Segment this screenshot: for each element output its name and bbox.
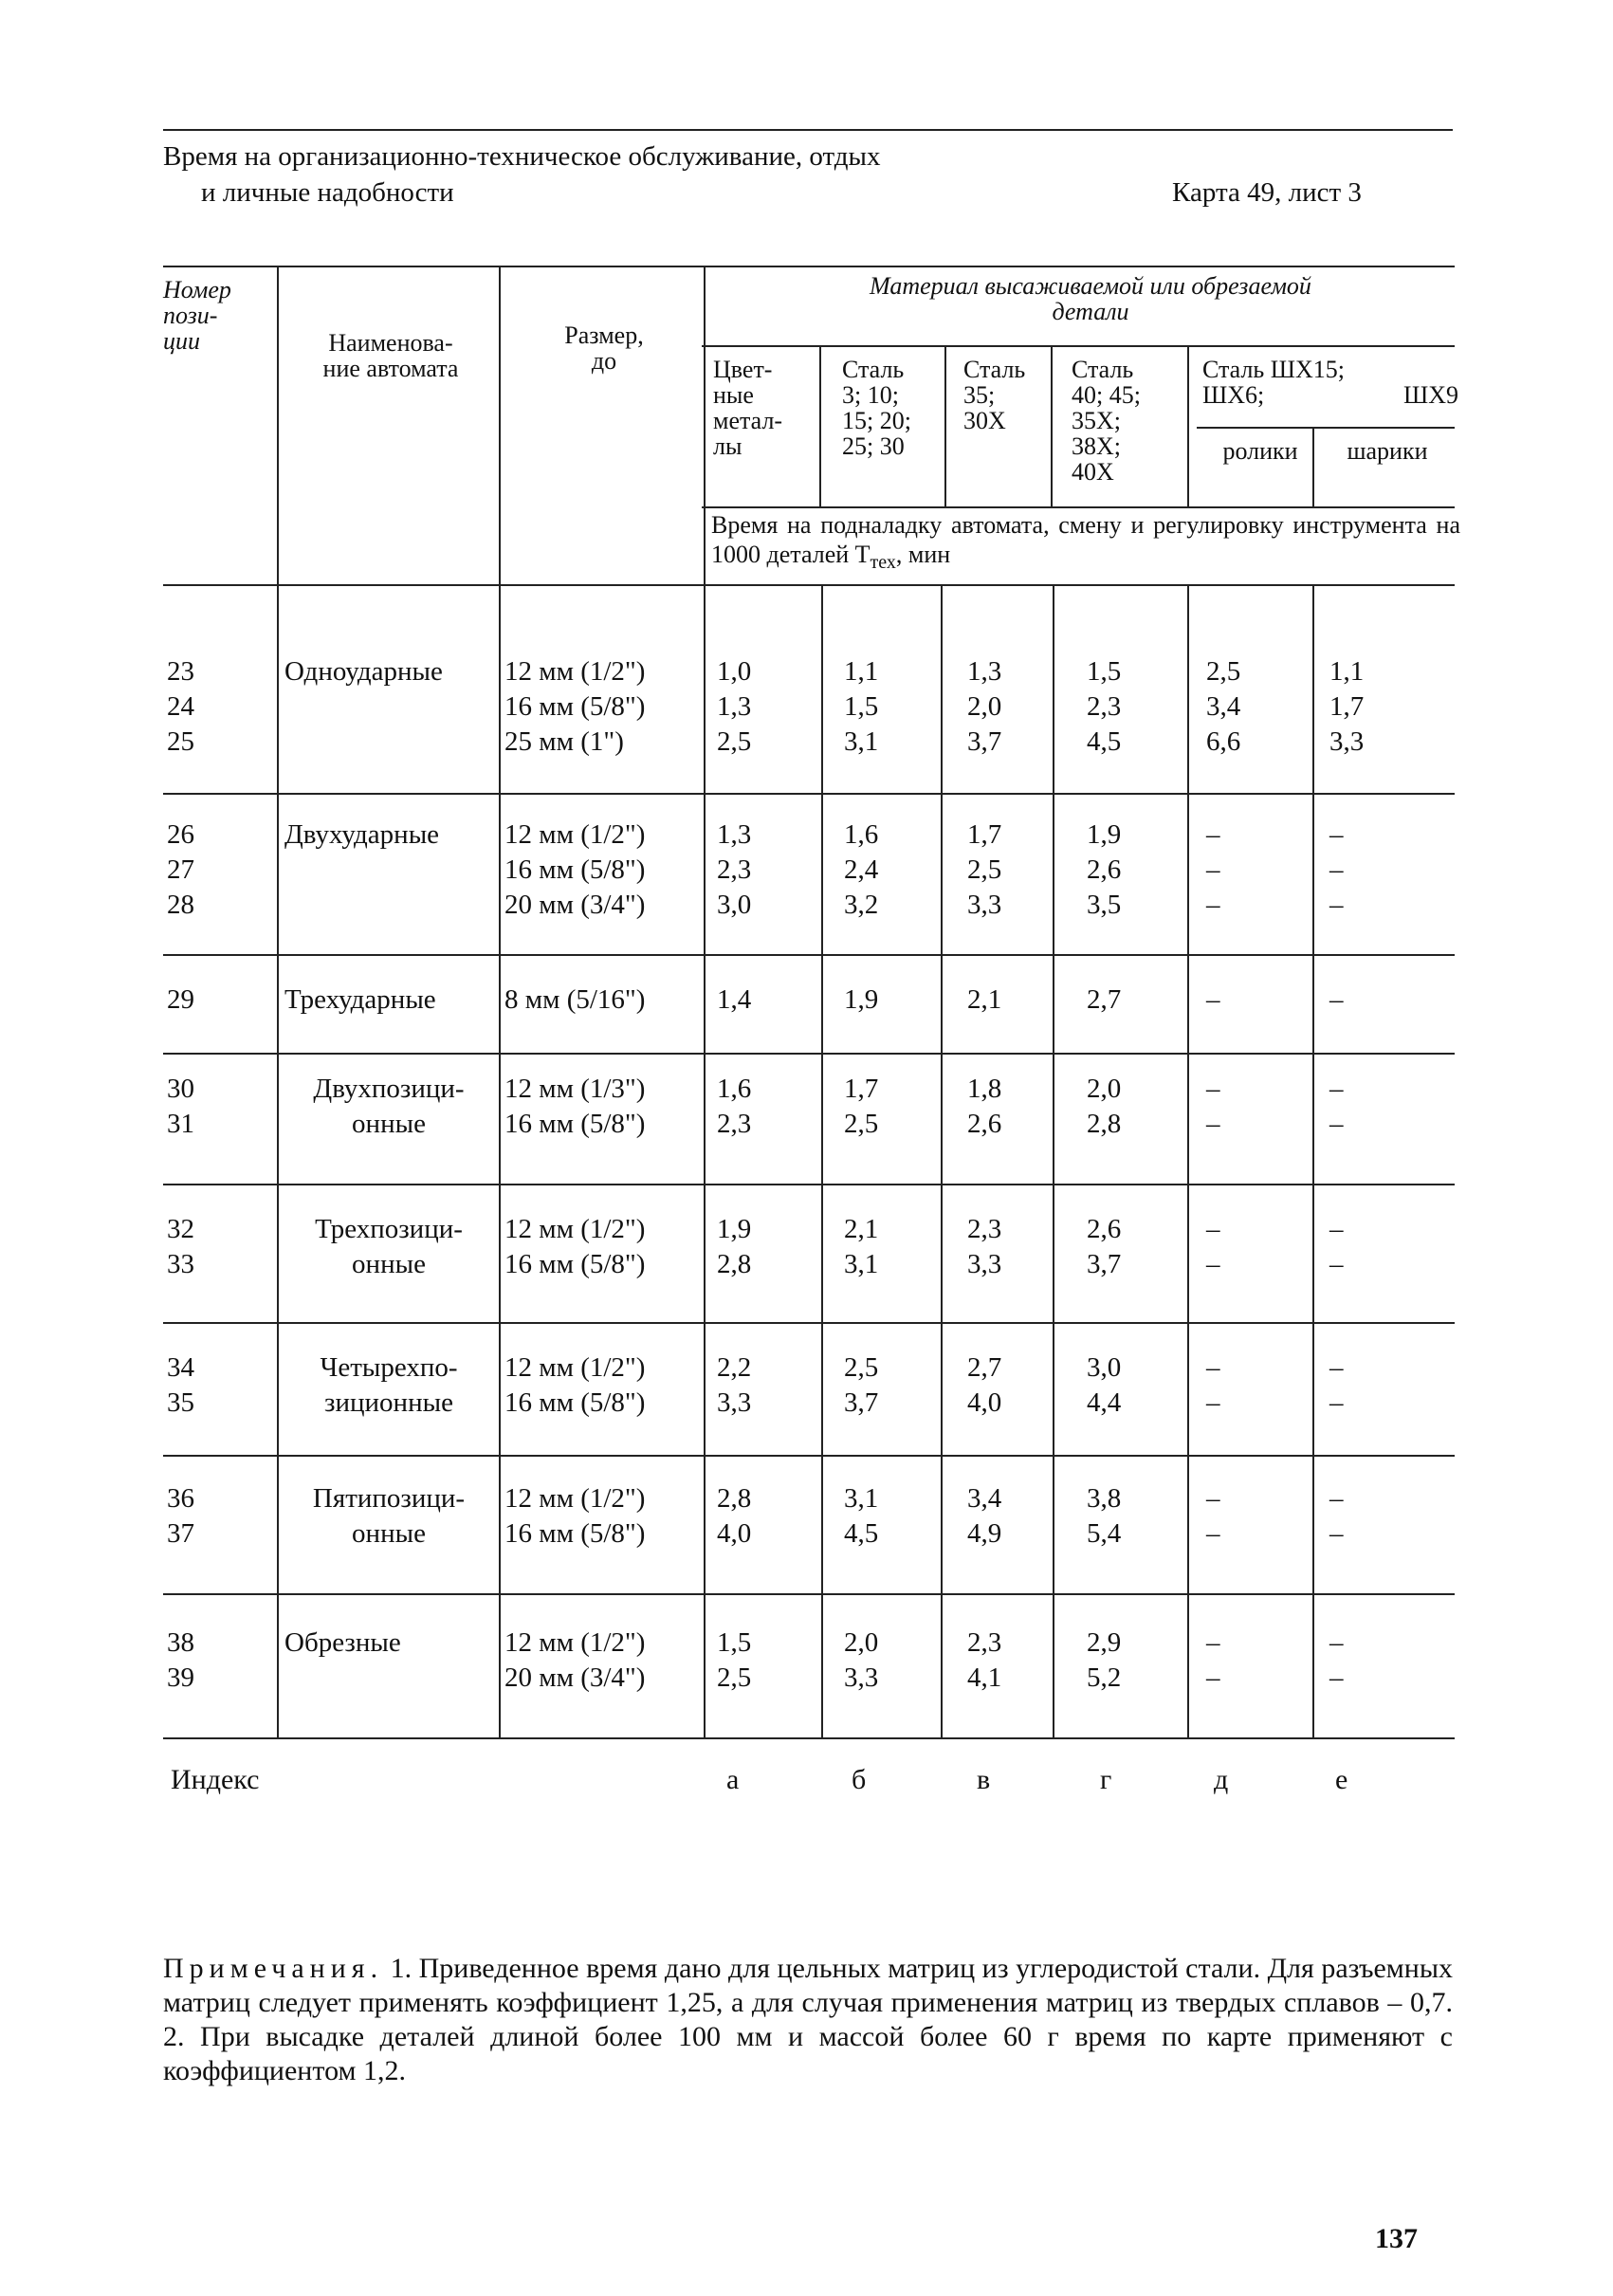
- row-value-b: 3,3: [844, 1662, 879, 1693]
- row-size: 16 мм (5/8"): [504, 1109, 646, 1139]
- row-value-b: 1,7: [844, 1074, 879, 1104]
- row-size: 25 мм (1"): [504, 726, 624, 757]
- row-machine-name: Двухпозици-: [313, 1074, 465, 1104]
- row-value-a: 3,3: [717, 1387, 752, 1418]
- row-value-e: –: [1329, 1662, 1344, 1693]
- row-value-g: 2,7: [1087, 984, 1122, 1015]
- row-position: 26: [167, 819, 194, 850]
- row-machine-name: Двухударные: [284, 819, 440, 850]
- header-size: Размер, до: [564, 321, 644, 375]
- col-rule-e: [1312, 429, 1314, 506]
- row-value-g: 5,4: [1087, 1518, 1122, 1549]
- row-value-b: 4,5: [844, 1518, 879, 1549]
- row-value-d: –: [1206, 854, 1220, 885]
- row-value-b: 2,1: [844, 1214, 879, 1244]
- row-value-g: 2,6: [1087, 1214, 1122, 1244]
- row-value-g: 3,5: [1087, 890, 1122, 920]
- row-value-g: 3,7: [1087, 1249, 1122, 1279]
- row-value-a: 1,9: [717, 1214, 752, 1244]
- row-size: 12 мм (1/2"): [504, 1483, 646, 1514]
- row-position: 31: [167, 1109, 194, 1139]
- index-a: а: [726, 1764, 740, 1795]
- group-separator: [163, 954, 1455, 956]
- row-value-g: 2,3: [1087, 691, 1122, 722]
- row-position: 28: [167, 890, 194, 920]
- row-value-g: 1,5: [1087, 656, 1122, 687]
- row-value-b: 2,4: [844, 854, 879, 885]
- row-value-v: 4,9: [967, 1518, 1002, 1549]
- row-size: 12 мм (1/2"): [504, 1352, 646, 1383]
- row-value-d: –: [1206, 1352, 1220, 1383]
- col-rule-v-body: [941, 586, 943, 1737]
- row-value-v: 3,4: [967, 1483, 1002, 1514]
- col-rule-name: [277, 267, 279, 1737]
- row-value-v: 3,3: [967, 890, 1002, 920]
- row-value-b: 1,9: [844, 984, 879, 1015]
- row-value-e: –: [1329, 890, 1344, 920]
- row-value-d: –: [1206, 1387, 1220, 1418]
- group-separator: [163, 1455, 1455, 1457]
- group-separator: [163, 1322, 1455, 1324]
- index-v: в: [977, 1764, 991, 1795]
- header-shx-balls: шарики: [1347, 437, 1428, 465]
- row-value-v: 3,7: [967, 726, 1002, 757]
- row-position: 30: [167, 1074, 194, 1104]
- page-title-line1: Время на организационно-техническое обслуживание, отдых: [163, 141, 881, 172]
- row-value-d: –: [1206, 1074, 1220, 1104]
- row-value-e: 1,7: [1329, 691, 1365, 722]
- row-value-e: –: [1329, 1249, 1344, 1279]
- row-value-a: 2,2: [717, 1352, 752, 1383]
- row-value-d: –: [1206, 1214, 1220, 1244]
- row-value-v: 2,3: [967, 1214, 1002, 1244]
- row-machine-name: Одноударные: [284, 656, 443, 687]
- row-value-e: –: [1329, 1483, 1344, 1514]
- row-value-g: 3,0: [1087, 1352, 1122, 1383]
- header-machine: Наименова- ние автомата: [322, 329, 459, 382]
- row-position: 36: [167, 1483, 194, 1514]
- col-rule-e-body: [1312, 586, 1314, 1737]
- row-value-g: 4,4: [1087, 1387, 1122, 1418]
- row-value-b: 3,7: [844, 1387, 879, 1418]
- row-value-v: 2,1: [967, 984, 1002, 1015]
- row-position: 35: [167, 1387, 194, 1418]
- row-value-b: 3,1: [844, 1483, 879, 1514]
- row-value-e: 3,3: [1329, 726, 1365, 757]
- notes-text: 1. Приведенное время дано для цельных матриц из углеродистой стали. Для разъемных матриц следует применять коэффициент 1,25, а для случая применения матриц из твердых сплавов – 0,7. 2. При высадке деталей длиной более 100 мм и массой более 60 г время по карте применяют с коэффициентом 1,2.: [163, 1953, 1453, 2086]
- row-value-a: 2,8: [717, 1483, 752, 1514]
- row-value-v: 1,3: [967, 656, 1002, 687]
- row-position: 23: [167, 656, 194, 687]
- row-value-e: –: [1329, 854, 1344, 885]
- row-value-e: –: [1329, 984, 1344, 1015]
- col-rule-d: [1187, 347, 1189, 506]
- row-value-v: 1,8: [967, 1074, 1002, 1104]
- row-size: 16 мм (5/8"): [504, 1387, 646, 1418]
- row-value-e: –: [1329, 1214, 1344, 1244]
- row-value-d: 2,5: [1206, 656, 1241, 687]
- row-position: 32: [167, 1214, 194, 1244]
- row-position: 24: [167, 691, 194, 722]
- row-size: 16 мм (5/8"): [504, 1249, 646, 1279]
- row-machine-name: онные: [352, 1249, 426, 1279]
- row-value-g: 2,0: [1087, 1074, 1122, 1104]
- row-value-g: 2,9: [1087, 1627, 1122, 1658]
- header-time-note: Время на подналадку автомата, смену и регулировку инструмента на 1000 деталей $Т_{тех}$, мин: [711, 511, 1460, 574]
- row-value-d: –: [1206, 1249, 1220, 1279]
- row-size: 8 мм (5/16"): [504, 984, 646, 1015]
- index-e: е: [1335, 1764, 1348, 1795]
- col-rule-g: [1051, 347, 1053, 506]
- row-position: 37: [167, 1518, 194, 1549]
- row-size: 12 мм (1/2"): [504, 1214, 646, 1244]
- page-title: [163, 138, 881, 211]
- row-value-v: 2,3: [967, 1627, 1002, 1658]
- row-value-b: 3,1: [844, 726, 879, 757]
- row-value-d: –: [1206, 819, 1220, 850]
- row-value-v: 4,0: [967, 1387, 1002, 1418]
- row-value-a: 2,5: [717, 726, 752, 757]
- row-value-g: 2,6: [1087, 854, 1122, 885]
- header-material-steel-35: Сталь 35; 30Х: [963, 356, 1026, 434]
- header-position: Номер пози- ции: [163, 276, 231, 355]
- row-machine-name: зиционные: [324, 1387, 453, 1418]
- row-value-v: 2,7: [967, 1352, 1002, 1383]
- notes: [163, 1952, 1453, 2088]
- header-materials-bottom-rule: [702, 506, 1455, 508]
- top-rule: [163, 129, 1453, 131]
- row-machine-name: Обрезные: [284, 1627, 401, 1658]
- row-size: 20 мм (3/4"): [504, 1662, 646, 1693]
- col-rule-v: [944, 347, 946, 506]
- row-value-d: –: [1206, 1109, 1220, 1139]
- notes-lead: Примечания.: [163, 1953, 384, 1984]
- group-separator: [163, 1184, 1455, 1185]
- row-value-e: 1,1: [1329, 656, 1365, 687]
- row-value-v: 1,7: [967, 819, 1002, 850]
- page-number: 137: [1375, 2223, 1418, 2254]
- col-rule-a: [704, 267, 706, 1737]
- row-position: 33: [167, 1249, 194, 1279]
- row-value-v: 4,1: [967, 1662, 1002, 1693]
- col-rule-b: [819, 347, 821, 506]
- row-value-e: –: [1329, 1387, 1344, 1418]
- row-value-b: 3,1: [844, 1249, 879, 1279]
- row-value-e: –: [1329, 1627, 1344, 1658]
- row-value-a: 2,5: [717, 1662, 752, 1693]
- row-value-e: –: [1329, 1518, 1344, 1549]
- card-reference: Карта 49, лист 3: [1172, 177, 1362, 208]
- row-value-d: –: [1206, 1483, 1220, 1514]
- group-separator: [163, 1737, 1455, 1739]
- row-position: 29: [167, 984, 194, 1015]
- header-shx-rule: [1197, 427, 1455, 429]
- row-position: 34: [167, 1352, 194, 1383]
- row-value-b: 2,5: [844, 1352, 879, 1383]
- row-value-e: –: [1329, 1074, 1344, 1104]
- col-rule-d-body: [1187, 586, 1189, 1737]
- row-size: 20 мм (3/4"): [504, 890, 646, 920]
- row-machine-name: Трехударные: [284, 984, 436, 1015]
- row-position: 27: [167, 854, 194, 885]
- row-value-a: 4,0: [717, 1518, 752, 1549]
- col-rule-g-body: [1053, 586, 1054, 1737]
- page-title-line2: и личные надобности: [201, 177, 454, 208]
- row-value-a: 1,4: [717, 984, 752, 1015]
- row-value-d: 6,6: [1206, 726, 1241, 757]
- row-machine-name: Пятипозици-: [312, 1483, 466, 1514]
- row-value-a: 3,0: [717, 890, 752, 920]
- row-value-d: –: [1206, 1662, 1220, 1693]
- row-size: 12 мм (1/2"): [504, 819, 646, 850]
- row-value-b: 1,6: [844, 819, 879, 850]
- row-value-a: 2,8: [717, 1249, 752, 1279]
- row-machine-name: онные: [352, 1109, 426, 1139]
- header-shx-rollers: ролики: [1222, 437, 1298, 465]
- index-d: д: [1214, 1764, 1229, 1795]
- row-value-b: 3,2: [844, 890, 879, 920]
- header-bottom-rule: [163, 584, 1455, 586]
- row-value-e: –: [1329, 1352, 1344, 1383]
- header-material-nonferrous: Цвет- ные метал- лы: [713, 356, 783, 460]
- row-position: 38: [167, 1627, 194, 1658]
- row-value-g: 4,5: [1087, 726, 1122, 757]
- group-separator: [163, 1053, 1455, 1055]
- header-material: Материал высаживаемой или обрезаемой детали: [870, 272, 1311, 325]
- row-value-g: 5,2: [1087, 1662, 1122, 1693]
- row-value-b: 1,1: [844, 656, 879, 687]
- row-size: 16 мм (5/8"): [504, 1518, 646, 1549]
- row-value-a: 1,3: [717, 691, 752, 722]
- row-value-d: –: [1206, 984, 1220, 1015]
- row-value-b: 1,5: [844, 691, 879, 722]
- row-position: 25: [167, 726, 194, 757]
- group-separator: [163, 1593, 1455, 1595]
- row-value-g: 3,8: [1087, 1483, 1122, 1514]
- row-value-v: 3,3: [967, 1249, 1002, 1279]
- row-position: 39: [167, 1662, 194, 1693]
- row-value-g: 2,8: [1087, 1109, 1122, 1139]
- row-value-a: 1,0: [717, 656, 752, 687]
- row-value-a: 1,3: [717, 819, 752, 850]
- row-value-g: 1,9: [1087, 819, 1122, 850]
- row-value-v: 2,5: [967, 854, 1002, 885]
- row-machine-name: онные: [352, 1518, 426, 1549]
- group-separator: [163, 793, 1455, 795]
- index-b: б: [852, 1764, 867, 1795]
- row-value-e: –: [1329, 1109, 1344, 1139]
- col-rule-b-body: [821, 586, 823, 1737]
- row-value-v: 2,0: [967, 691, 1002, 722]
- row-value-d: –: [1206, 1518, 1220, 1549]
- row-size: 16 мм (5/8"): [504, 854, 646, 885]
- row-value-a: 1,6: [717, 1074, 752, 1104]
- index-label: Индекс: [171, 1764, 260, 1795]
- row-machine-name: Трехпозици-: [315, 1214, 463, 1244]
- row-value-a: 2,3: [717, 1109, 752, 1139]
- row-value-e: –: [1329, 819, 1344, 850]
- row-value-d: 3,4: [1206, 691, 1241, 722]
- index-g: г: [1100, 1764, 1112, 1795]
- header-material-rule: [702, 345, 1455, 347]
- row-size: 16 мм (5/8"): [504, 691, 646, 722]
- row-value-a: 2,3: [717, 854, 752, 885]
- row-value-b: 2,0: [844, 1627, 879, 1658]
- header-top-rule: [163, 266, 1455, 267]
- header-material-steel-3-30: Сталь 3; 10; 15; 20; 25; 30: [842, 356, 911, 460]
- row-value-d: –: [1206, 1627, 1220, 1658]
- row-value-b: 2,5: [844, 1109, 879, 1139]
- col-rule-size: [499, 267, 501, 1737]
- row-size: 12 мм (1/2"): [504, 1627, 646, 1658]
- row-value-d: –: [1206, 890, 1220, 920]
- row-size: 12 мм (1/3"): [504, 1074, 646, 1104]
- row-value-v: 2,6: [967, 1109, 1002, 1139]
- header-material-shx: Сталь ШХ15; ШХ6; ШХ9: [1202, 356, 1458, 409]
- row-value-a: 1,5: [717, 1627, 752, 1658]
- row-machine-name: Четырехпо-: [320, 1352, 458, 1383]
- row-size: 12 мм (1/2"): [504, 656, 646, 687]
- header-material-steel-40: Сталь 40; 45; 35Х; 38Х; 40Х: [1072, 356, 1141, 486]
